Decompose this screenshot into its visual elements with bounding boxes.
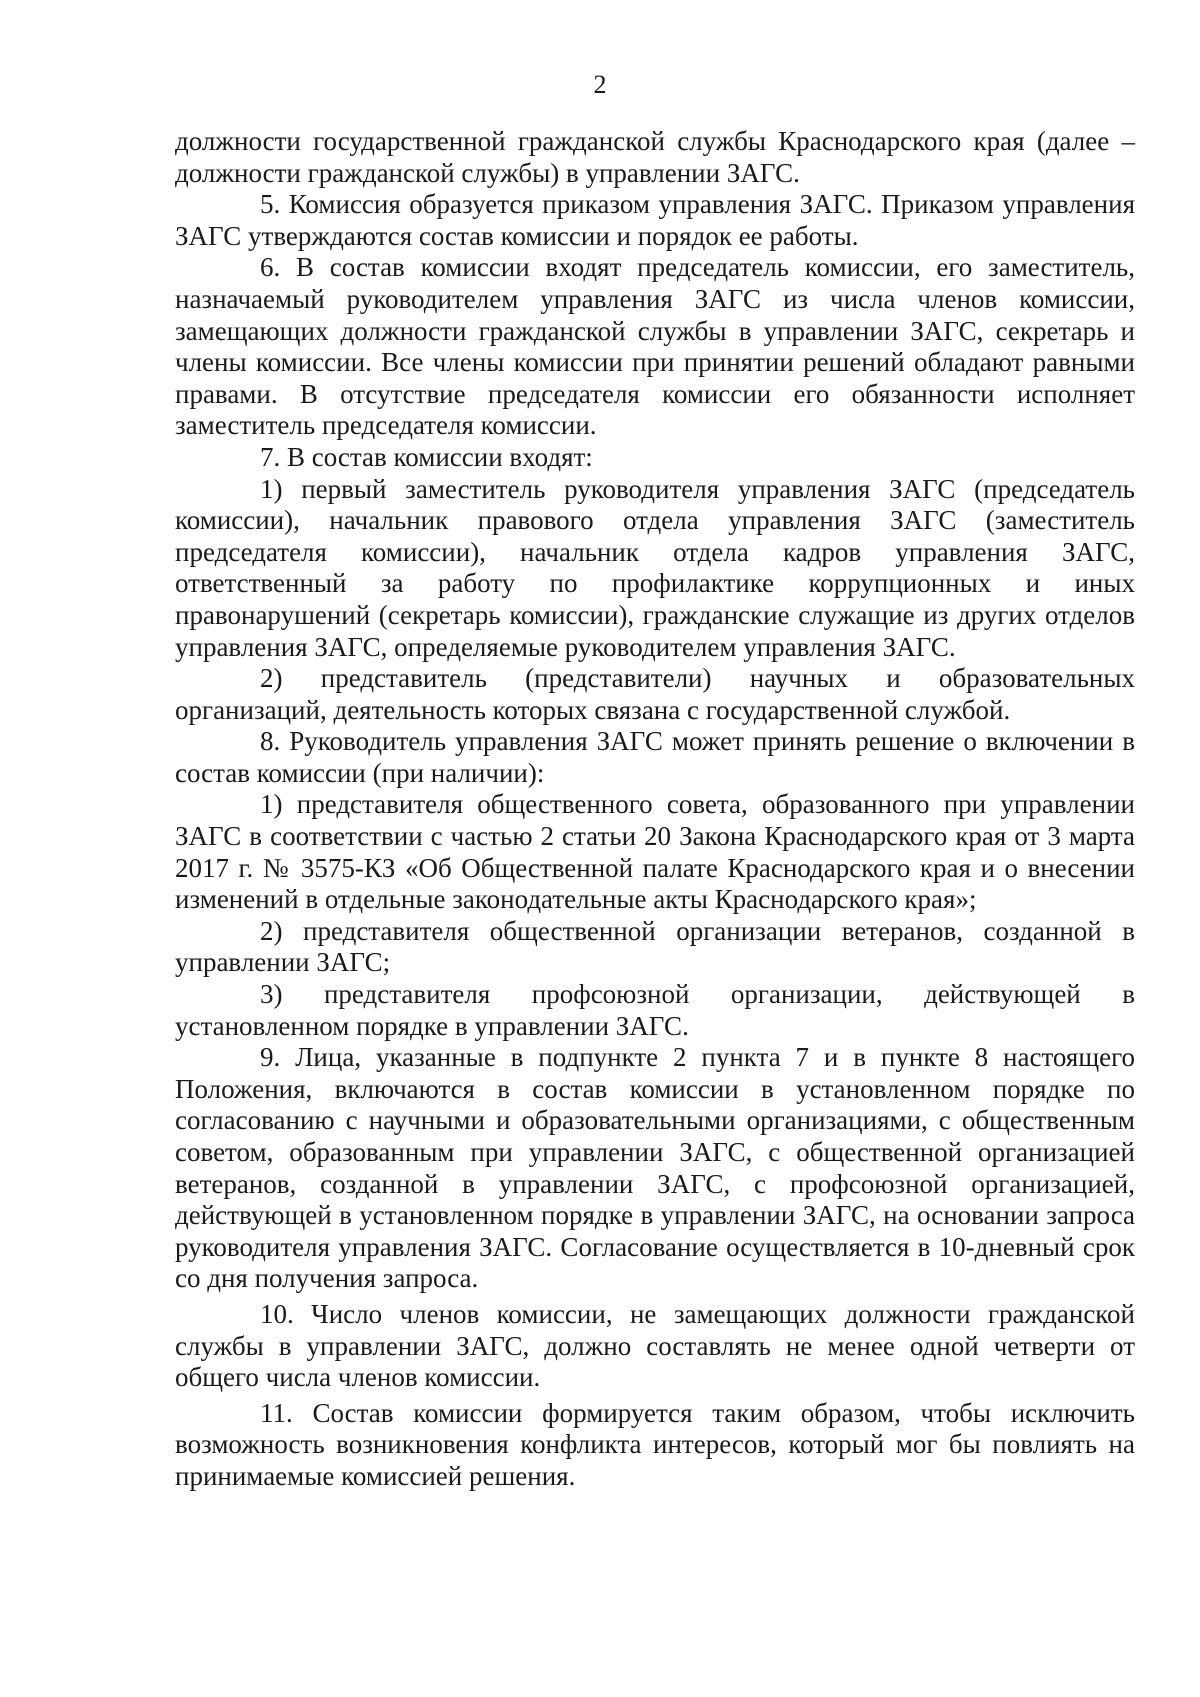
paragraph-10: 10. Число членов комиссии, не замещающих должности гражданской службы в управлении ЗАГС, должно составлять не менее одной четверти от общего числа членов комиссии. xyxy=(175,1298,1135,1393)
document-body xyxy=(175,126,1135,1493)
page-number: 2 xyxy=(593,70,607,99)
paragraph-8-item-3: 3) представителя профсоюзной организации, действующей в установленном порядке в управлении ЗАГС. xyxy=(175,979,1135,1041)
paragraph-8: 8. Руководитель управления ЗАГС может принять решение о включении в состав комиссии (при наличии): xyxy=(175,726,1135,788)
paragraph-continuation: должности государственной гражданской службы Краснодарского края (далее – должности гражданской службы) в управлении ЗАГС. xyxy=(175,126,1135,188)
paragraph-7-item-2: 2) представитель (представители) научных и образовательных организаций, деятельность которых связана с государственной службой. xyxy=(175,663,1135,725)
paragraph-8-item-2: 2) представителя общественной организации ветеранов, созданной в управлении ЗАГС; xyxy=(175,915,1135,978)
paragraph-11: 11. Состав комиссии формируется таким образом, чтобы исключить возможность возникновения конфликта интересов, который мог бы повлиять на принимаемые комиссией решения. xyxy=(175,1397,1135,1491)
paragraph-9: 9. Лица, указанные в подпункте 2 пункта 7 и в пункте 8 настоящего Положения, включаются в состав комиссии в установленном порядке по согласованию с научными и образовательными организациями, с общественным советом, образованным при управлении ЗАГС, с общественной организацией ветеранов, созданной в управлении ЗАГС, с профсоюзной организацией, действующей в установленном порядке в управлении ЗАГС, на основании запроса руководителя управления ЗАГС. Согласование осуществляется в 10-дневный срок со дня получения запроса. xyxy=(175,1042,1135,1294)
paragraph-6: 6. В состав комиссии входят председатель комиссии, его заместитель, назначаемый руководителем управления ЗАГС из числа членов комиссии, замещающих должности гражданской службы в управлении ЗАГС, секретарь и члены комиссии. Все члены комиссии при принятии решений обладают равными правами. В отсутствие председателя комиссии его обязанности исполняет заместитель председателя комиссии. xyxy=(175,252,1135,441)
paragraph-5: 5. Комиссия образуется приказом управления ЗАГС. Приказом управления ЗАГС утверждаются состав комиссии и порядок ее работы. xyxy=(175,189,1135,251)
paragraph-7: 7. В состав комиссии входят: xyxy=(260,441,593,472)
paragraph-7-item-1: 1) первый заместитель руководителя управления ЗАГС (председатель комиссии), начальник правового отдела управления ЗАГС (заместитель председателя комиссии), начальник отдела кадров управления ЗАГС, ответственный за работу по профилактике коррупционных и иных правонарушений (секретарь комиссии), гражданские служащие из других отделов управления ЗАГС, определяемые руководителем управления ЗАГС. xyxy=(175,473,1135,662)
paragraph-8-item-1: 1) представителя общественного совета, образованного при управлении ЗАГС в соответствии с частью 2 статьи 20 Закона Краснодарского края от 3 марта 2017 г. № 3575-КЗ «Об Общественной палате Краснодарского края и о внесении изменений в отдельные законодательные акты Краснодарского края»; xyxy=(175,789,1135,915)
